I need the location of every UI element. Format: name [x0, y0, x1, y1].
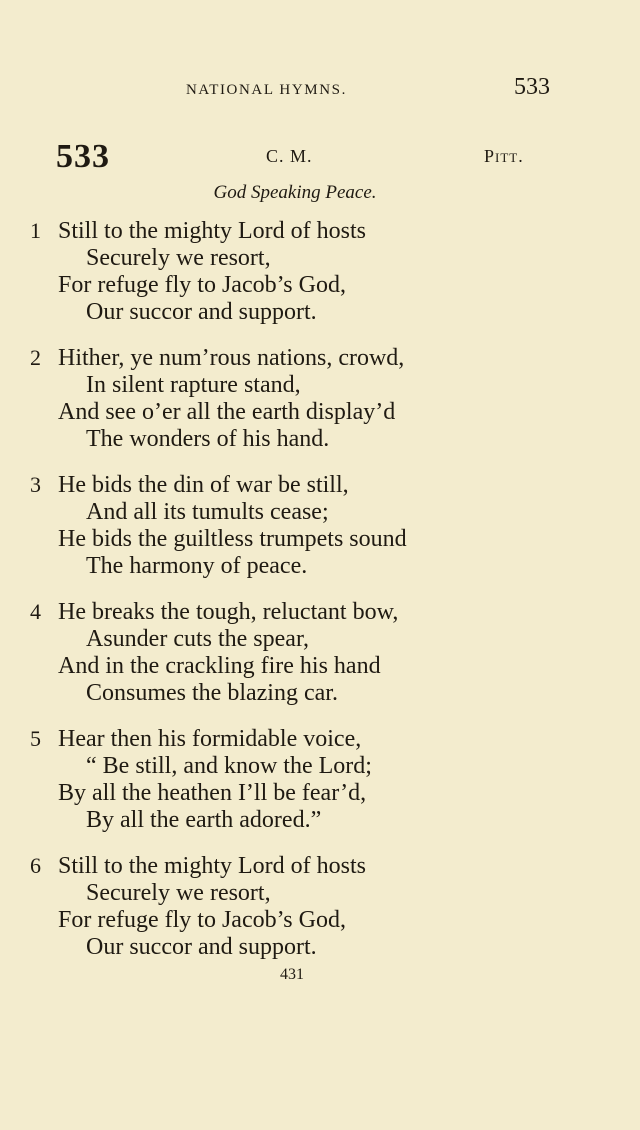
stanza-line: And see o’er all the earth display’d	[58, 399, 396, 425]
stanza-number: 4	[30, 599, 41, 624]
stanza-line: “ Be still, and know the Lord;	[86, 753, 372, 779]
stanza-line: He bids the guiltless trumpets sound	[58, 526, 407, 552]
stanza-line: Consumes the blazing car.	[86, 680, 338, 706]
stanza-line: Hither, ye num’rous nations, crowd,	[58, 345, 405, 371]
stanza-line: Still to the mighty Lord of hosts	[58, 853, 367, 879]
stanza-number: 1	[30, 218, 41, 243]
stanza-number: 2	[30, 345, 41, 370]
stanza-line: By all the earth adored.”	[86, 807, 322, 833]
stanza-number: 3	[30, 472, 41, 497]
hymn-number: 533	[56, 138, 110, 175]
stanza-line: Our succor and support.	[86, 299, 317, 325]
stanza-line: He bids the din of war be still,	[58, 472, 349, 498]
stanza-line: Asunder cuts the spear,	[86, 626, 309, 652]
stanza-line: And all its tumults cease;	[86, 499, 329, 525]
stanza-line: He breaks the tough, reluctant bow,	[58, 599, 399, 625]
running-title: NATIONAL HYMNS.	[186, 82, 347, 98]
stanza-line: And in the crackling fire his hand	[58, 653, 381, 679]
hymn-author: Pitt.	[484, 146, 524, 166]
stanza-line: In silent rapture stand,	[86, 372, 301, 398]
stanza-line: Securely we resort,	[86, 245, 271, 271]
stanza-line: Securely we resort,	[86, 880, 271, 906]
hymn-meter: C. M.	[266, 146, 313, 166]
stanza-line: For refuge fly to Jacob’s God,	[58, 907, 346, 933]
signature-number: 431	[280, 966, 304, 983]
stanza-line: Our succor and support.	[86, 934, 317, 960]
stanza-line: The wonders of his hand.	[86, 426, 330, 452]
stanza-number: 5	[30, 726, 41, 751]
running-page-number: 533	[514, 74, 550, 100]
hymn-title: God Speaking Peace.	[213, 182, 377, 203]
running-head	[0, 74, 640, 104]
stanza-line: Still to the mighty Lord of hosts	[58, 218, 367, 244]
stanza-line: Hear then his formidable voice,	[58, 726, 362, 752]
stanza-line: For refuge fly to Jacob’s God,	[58, 272, 346, 298]
stanza-line: The harmony of peace.	[86, 553, 308, 579]
stanza-number: 6	[30, 853, 41, 878]
stanza-line: By all the heathen I’ll be fear’d,	[58, 780, 367, 806]
